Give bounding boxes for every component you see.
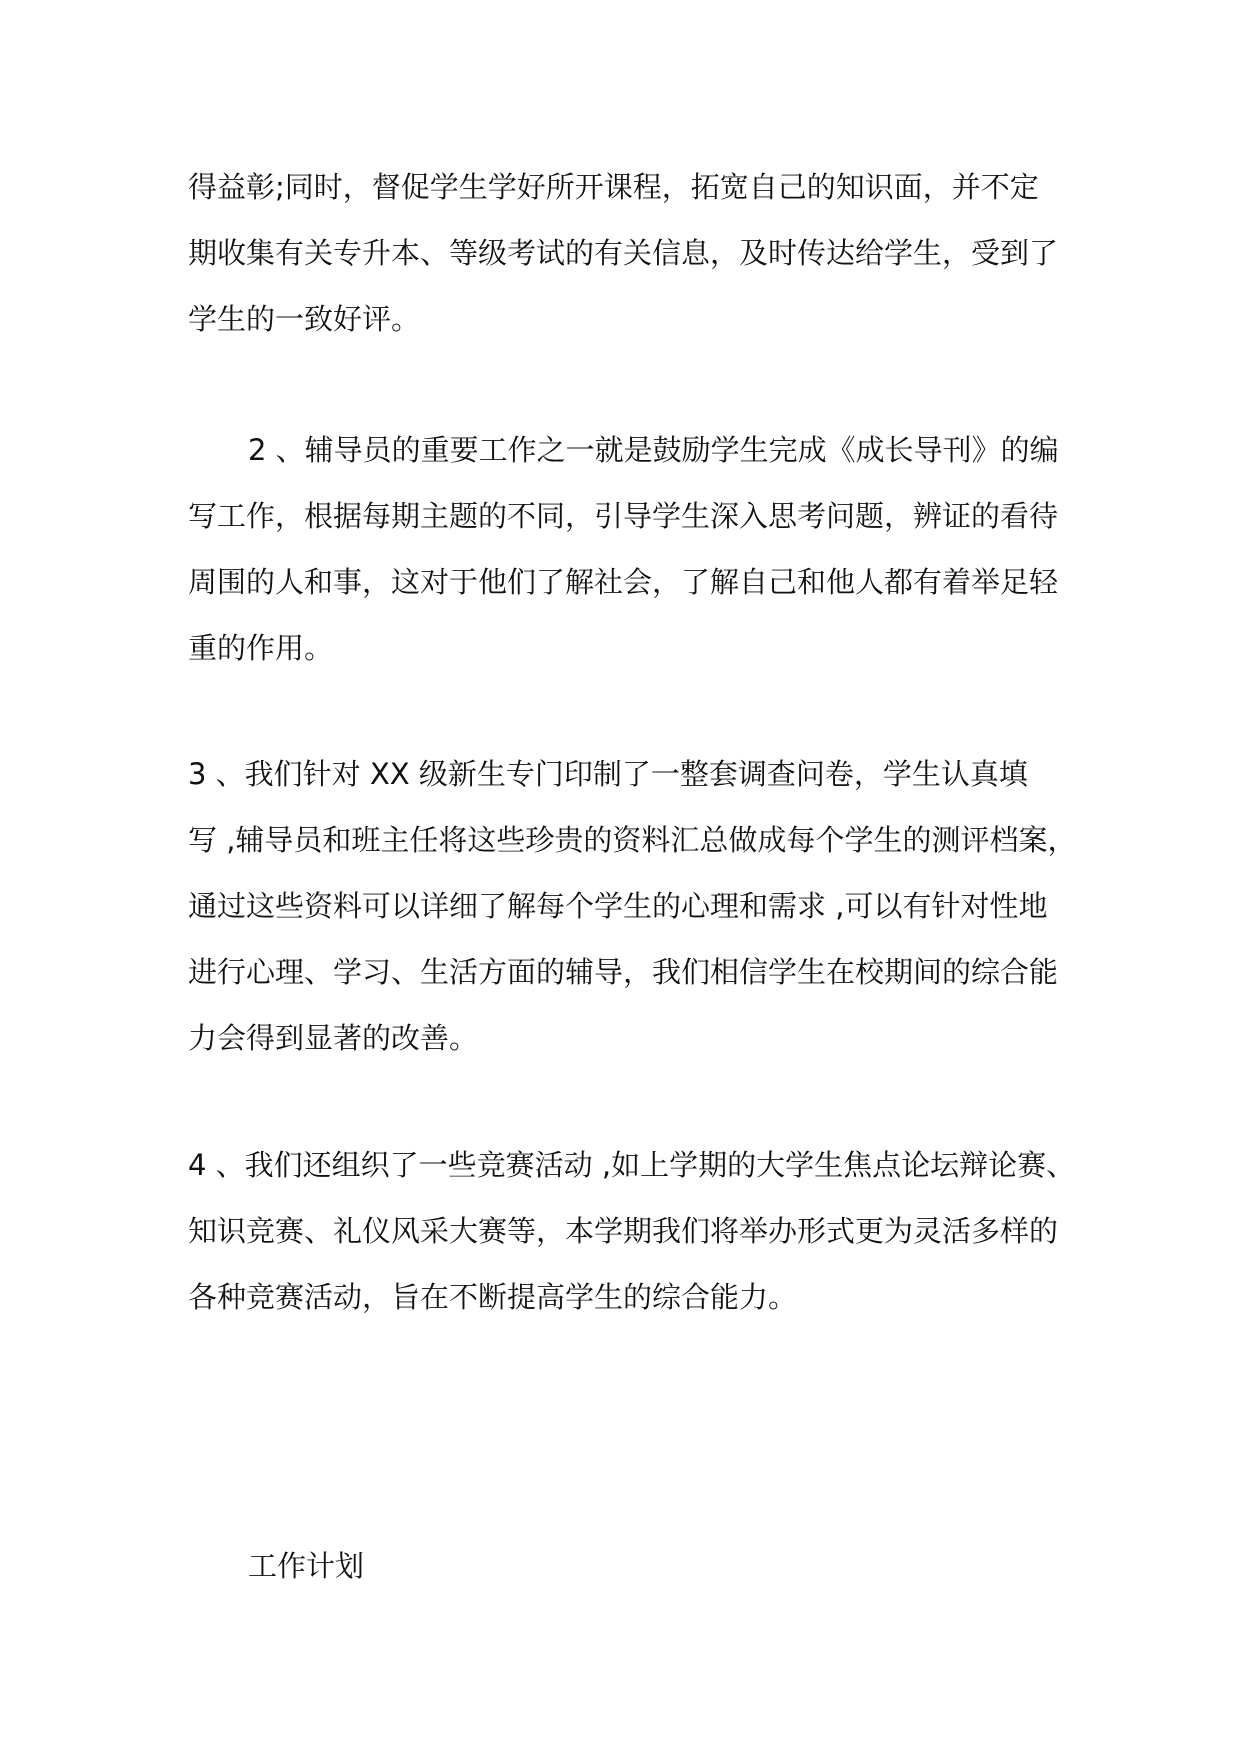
section-heading: 工作计划 xyxy=(248,1549,365,1583)
paragraph-item-2 xyxy=(188,417,1068,681)
paragraph-line: 得益彰;同时，督促学生学好所开课程，拓宽自己的知识面，并不定 xyxy=(188,170,1039,204)
paragraph-continuation xyxy=(188,154,1068,352)
paragraph-line: 期收集有关专升本、等级考试的有关信息，及时传达给学生，受到了 xyxy=(188,236,1059,270)
paragraph-line: 各种竞赛活动，旨在不断提高学生的综合能力。 xyxy=(188,1280,798,1314)
paragraph-line: 写 ,辅导员和班主任将这些珍贵的资料汇总做成每个学生的测评档案， xyxy=(188,823,1077,857)
paragraph-line: 2 、辅导员的重要工作之一就是鼓励学生完成《成长导刊》的编 xyxy=(248,433,1059,467)
paragraph-line: 3 、我们针对 XX 级新生专门印制了一整套调查问卷，学生认真填 xyxy=(188,757,1028,791)
paragraph-line: 4 、我们还组织了一些竞赛活动 ,如上学期的大学生焦点论坛辩论赛、 xyxy=(188,1148,1076,1182)
paragraph-line: 重的作用。 xyxy=(188,631,334,665)
paragraph-line: 力会得到显著的改善。 xyxy=(188,1021,479,1055)
paragraph-line: 进行心理、学习、生活方面的辅导，我们相信学生在校期间的综合能 xyxy=(188,955,1059,989)
paragraph-line: 周围的人和事，这对于他们了解社会，了解自己和他人都有着举足轻 xyxy=(188,565,1059,599)
paragraph-line: 写工作，根据每期主题的不同，引导学生深入思考问题，辨证的看待 xyxy=(188,499,1059,533)
paragraph-item-4 xyxy=(188,1132,1076,1330)
paragraph-line: 知识竞赛、礼仪风采大赛等，本学期我们将举办形式更为灵活多样的 xyxy=(188,1214,1059,1248)
paragraph-item-3 xyxy=(188,741,1077,1071)
paragraph-line: 通过这些资料可以详细了解每个学生的心理和需求 ,可以有针对性地 xyxy=(188,889,1048,923)
paragraph-line: 学生的一致好评。 xyxy=(188,302,421,336)
